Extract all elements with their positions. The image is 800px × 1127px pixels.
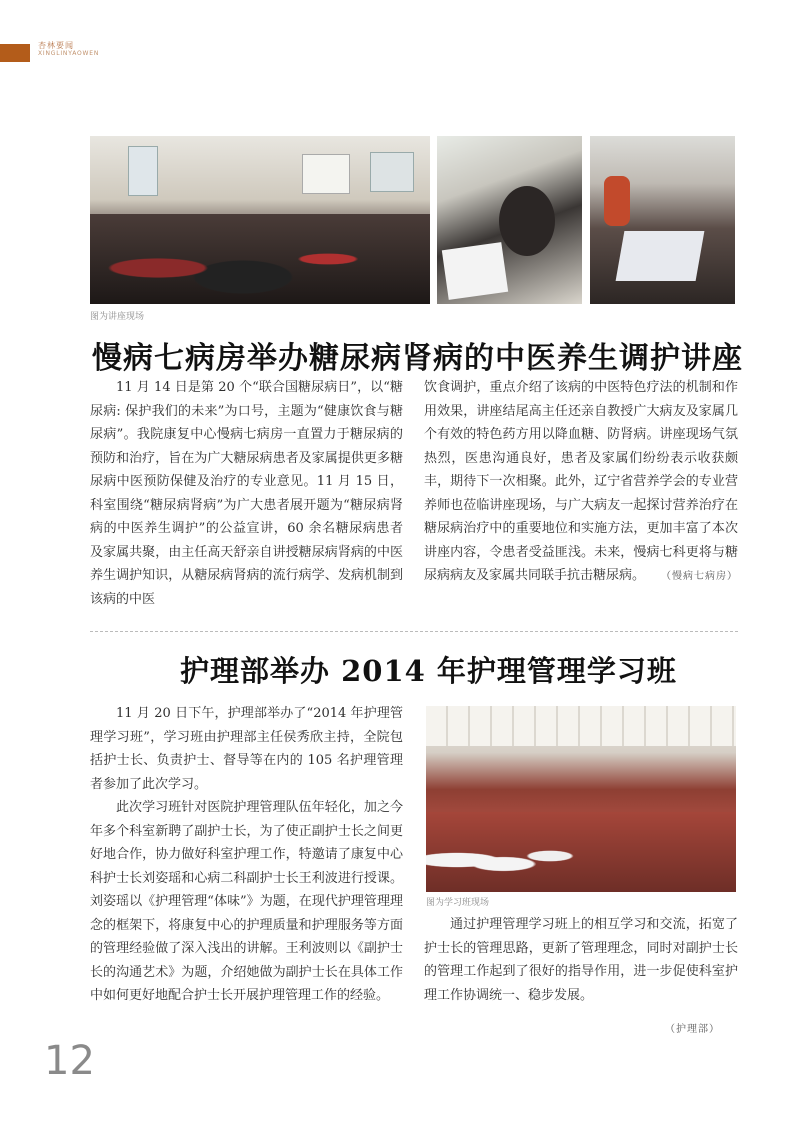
article1-paragraph: 11 月 14 日是第 20 个“联合国糖尿病日”，以“糖尿病: 保护我们的未来”为口号，主题为“健康饮食与糖尿病”。我院康复中心慢病七病房一直置力于糖尿病的预防和治疗，旨在为广大糖尿病患者及家属提供更多糖尿病中医预防保健及治疗的专业意见。11 月 15 日，科室围绕“糖尿病肾病”为广大患者展开题为“糖尿病肾病的中医养生调护”的公益宣讲，60 余名糖尿病患者及家属共聚，由主任高天舒亲自讲授糖尿病肾病的中医养生调护知识，从糖尿病肾病的流行病学、发病机制到该病的中医 [90, 380, 403, 607]
lecture-photo-consultation [437, 136, 582, 304]
lecture-photo-hall [90, 136, 430, 304]
magazine-name-cn: 杏林要闻 [38, 41, 74, 50]
article2-paragraph-3: 通过护理管理学习班上的相互学习和交流，拓宽了护士长的管理思路，更新了管理理念，同时对副护士长的管理工作起到了很好的指导作用，进一步促使科室护理工作协调统一、稳步发展。 [424, 917, 738, 1003]
article2-paragraph-2: 此次学习班针对医院护理管理队伍年轻化，加之今年多个科室新聘了副护士长，为了使正副护士长之间更好地合作，协力做好科室护理工作，特邀请了康复中心科护士长刘姿瑶和心病二科副护士长王利波进行授课。刘姿瑶以《护理管理“体味”》为题，在现代护理管理理念的框架下，将康复中心的护理质量和护理服务等方面的管理经验做了深入浅出的讲解。王利波则以《副护士长的沟通艺术》为题，介绍她做为副护士长在具体工作中如何更好地配合护士长开展护理管理工作的经验。 [90, 800, 403, 1003]
article2-title: 护理部举办 2014 年护理管理学习班 [180, 654, 677, 688]
article2-column2 [424, 913, 738, 1007]
article2-signature: （护理部） [665, 1024, 720, 1035]
lecture-photo-crowd [590, 136, 735, 304]
magazine-name-en: XINGLINYAOWEN [38, 49, 100, 57]
article2-paragraph-1: 11 月 20 日下午，护理部举办了“2014 年护理管理学习班”，学习班由护理部主任侯秀欣主持，全院包括护士长、负责护士、督导等在内的 105 名护理管理者参加了此次学习。 [90, 706, 403, 792]
magazine-header [38, 42, 99, 57]
article1-signature: （慢病七病房） [661, 571, 738, 582]
article-divider [90, 631, 738, 632]
article1-title: 慢病七病房举办糖尿病肾病的中医养生调护讲座 [92, 341, 743, 376]
section-tab-marker [0, 44, 30, 62]
photo-caption-lecture: 图为讲座现场 [90, 312, 145, 322]
article1-column1 [90, 376, 403, 611]
article1-column2 [424, 376, 738, 589]
article1-paragraph-continued: 饮食调护，重点介绍了该病的中医特色疗法的机制和作用效果，讲座结尾高主任还亲自教授广大病友及家属几个有效的特色药方用以降血糖、防肾病。讲座现场气氛热烈，医患沟通良好，患者及家属们纷纷表示收获颇丰，期待下一次相聚。此外，辽宁省营养学会的专业营养师也莅临讲座现场，与广大病友一起探讨营养治疗在糖尿病治疗中的重要地位和实施方法，更加丰富了本次讲座内容，令患者受益匪浅。未来，慢病七科更将与糖尿病病友及家属共同联手抗击糖尿病。 [424, 380, 738, 583]
article2-column1 [90, 702, 403, 1008]
training-class-photo [426, 706, 736, 892]
photo-caption-training: 图为学习班现场 [426, 898, 490, 908]
page-number: 12 [44, 1038, 95, 1084]
